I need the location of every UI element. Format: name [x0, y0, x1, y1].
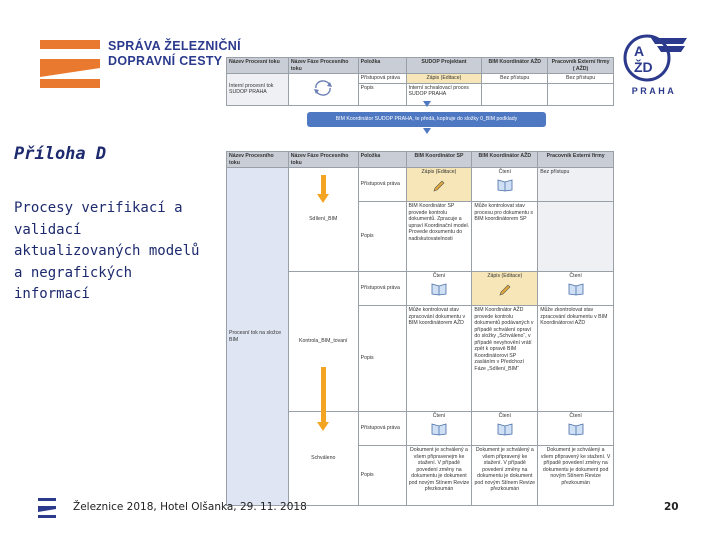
book-icon	[568, 422, 584, 436]
phase-name-cell: Schváleno	[288, 412, 358, 506]
cell-sudop: Zápis (Editace)	[406, 74, 482, 84]
cell-ext	[538, 202, 614, 272]
header-cell: BIM Koordinátor AŽD	[482, 58, 548, 74]
book-icon	[497, 178, 513, 192]
process-name-cell: Procesní tok na složce BIM	[227, 168, 289, 506]
phase-name-cell: Kontrola_BIM_tovaní	[288, 272, 358, 412]
header-cell: Pracovník Externí firmy	[538, 152, 614, 168]
access-text: Čtení	[569, 273, 582, 279]
process-table-bim	[226, 151, 614, 506]
cell-ext	[538, 412, 614, 446]
header-cell: BIM Koordinátor AŽD	[472, 152, 538, 168]
cycle-cell	[288, 74, 358, 106]
cell-ext: Bez přístupu	[548, 74, 614, 84]
header-cell: Název Fáze Procesního toku	[288, 152, 358, 168]
cell-azd: BIM Koordinátor AŽD provede kontrolu dokumentů podávaných v případě schválení opraví do složky „Schváleno“, v případě nevyhovění vrátí zpět k opravě BIM Koordinátorovi SP zasláním v Předchozí Fáze „Sdílení_BIM“	[472, 306, 538, 412]
szdc-small-logo-icon	[38, 498, 56, 518]
process-name-cell: Interní procesní tok SUDOP PRAHA	[227, 74, 289, 106]
header-cell: Položka	[358, 58, 406, 74]
cell-sp	[406, 272, 472, 306]
azd-city: PRAHA	[631, 86, 677, 96]
row-label: Přístupová práva	[358, 168, 406, 202]
row-label: Přístupová práva	[358, 272, 406, 306]
arrow-down-icon	[423, 128, 431, 134]
header-cell: Pracovník Externí firmy ( AŽD)	[548, 58, 614, 74]
table-header-row	[227, 58, 614, 74]
cell-ext	[538, 272, 614, 306]
pencil-icon	[431, 178, 447, 194]
book-icon	[568, 282, 584, 296]
header-cell: Název Procesního toku	[227, 152, 289, 168]
azd-logo-icon	[621, 32, 689, 84]
row-label: Popis	[358, 83, 406, 105]
cell-azd	[472, 168, 538, 202]
access-text: Zápis (Editace)	[487, 273, 523, 279]
header-cell: Položka	[358, 152, 406, 168]
cell-azd: Dokument je schválený a všem připravený ke stažení. V případě povedení změny na dokumentu je dokument pod novým Stínem Revize přezkoumán	[472, 446, 538, 506]
table-row	[227, 168, 614, 202]
table-row	[227, 74, 614, 84]
cell-azd	[472, 272, 538, 306]
footer-text: Železnice 2018, Hotel Olšanka, 29. 11. 2018	[73, 501, 307, 513]
book-icon	[497, 422, 513, 436]
cell-ext: Může zkontrolovat stav zpracování dokumentu v BIM Koordinátorovi AŽD	[538, 306, 614, 412]
cell-ext	[548, 83, 614, 105]
brand-line-1: SPRÁVA ŽELEZNIČNÍ	[108, 39, 241, 53]
row-label: Přístupová práva	[358, 412, 406, 446]
cell-azd: Může kontrolovat stav procesu pro dokumentu s BIM koordinátorem SP	[472, 202, 538, 272]
svg-text:ŽD: ŽD	[634, 59, 653, 75]
book-icon	[431, 282, 447, 296]
row-label: Popis	[358, 446, 406, 506]
slide-title: Příloha D	[14, 144, 107, 164]
cell-koord: Bez přístupu	[482, 74, 548, 84]
brand-name	[108, 39, 241, 69]
page-number: 20	[664, 501, 679, 513]
access-text: Čtení	[432, 413, 446, 419]
row-label: Popis	[358, 202, 406, 272]
header-cell: BIM Koordinátor SP	[406, 152, 472, 168]
cell-ext: Dokument je schválený a všem připravený ke stažení. V případě povedení změny na dokumentu je dokument pod novým Stínem Revize přezkoumán	[538, 446, 614, 506]
access-text: Čtení	[498, 169, 511, 175]
cell-koord	[482, 83, 548, 105]
row-label: Popis	[358, 306, 406, 412]
book-icon	[431, 422, 447, 436]
cell-sp: BIM Koordinátor SP provede kontrolu dokumentů. Zpracuje a upraví Koordinační model. Provede doxumentu do nadiskutovatelnosti	[406, 202, 472, 272]
arrow-down-icon	[423, 101, 431, 107]
flow-arrow-icon	[321, 367, 326, 423]
access-text: Zápis (Editace)	[421, 169, 457, 175]
cell-sp	[406, 412, 472, 446]
header-cell: SUDOP Projektant	[406, 58, 482, 74]
svg-text:A: A	[634, 43, 645, 59]
cell-azd	[472, 412, 538, 446]
header-cell: Název Fáze Procesního toku	[288, 58, 358, 74]
cell-sp: Dokument je schválený a všem připravenejm ke stažení. V případě povedení změny na dokumentu je dokument pod novým Stínem Revize přezkoumán	[406, 446, 472, 506]
handover-banner: BIM Koordinátor SUDOP PRAHA, te předá, kopíruje do složky 0_BIM podklady	[307, 112, 546, 127]
cycle-arrows-icon	[312, 80, 334, 96]
cell-sudop: Interní schvalovací proces SUDOP PRAHA	[406, 83, 482, 105]
brand-line-2: DOPRAVNÍ CESTY	[108, 54, 223, 68]
process-table-sudop	[226, 57, 614, 106]
cell-sp	[406, 168, 472, 202]
row-label: Přístupová práva	[358, 74, 406, 84]
flow-arrow-icon	[321, 175, 326, 195]
pencil-icon	[497, 282, 513, 298]
access-text: Čtení	[569, 413, 582, 419]
table-header-row	[227, 152, 614, 168]
header-cell: Název Procesní toku	[227, 58, 289, 74]
access-text: Čtení	[498, 413, 511, 419]
access-text: Čtení	[432, 273, 446, 279]
slide-description: Procesy verifikací a validací aktualizovaných modelů a negrafických informací	[14, 200, 200, 302]
cell-ext: Bez přístupu	[538, 168, 614, 202]
phase-name-cell: Sdílení_BIM	[288, 168, 358, 272]
cell-sp: Může kontrolovat stav zpracování dokumentu v BIM koordinátorem AŽD	[406, 306, 472, 412]
